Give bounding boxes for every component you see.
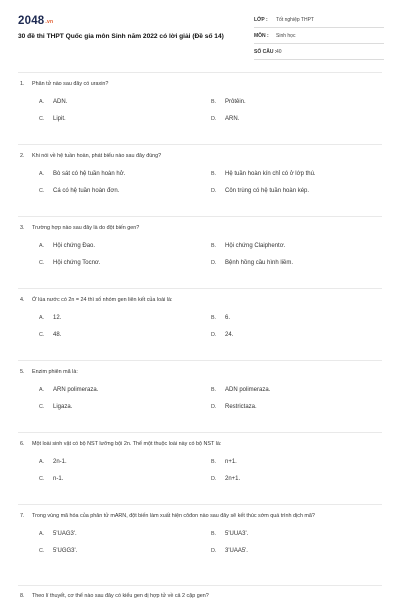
question-text: Enzim phiên mã là: [32,369,78,375]
option-text: 5'UGG3'. [53,548,78,555]
document-title: 30 đề thi THPT Quốc gia môn Sinh năm 2022 có lời giải (Đề số 14) [18,33,224,40]
option-text: Hệ tuần hoàn kín chỉ có ở lớp thú. [225,171,316,178]
option-letter: B. [211,315,217,322]
question-stem [20,152,382,161]
option-text: 24. [225,332,234,339]
option-text: n+1. [225,459,237,466]
divider [18,504,382,505]
option-letter: B. [211,531,217,538]
option-text: ADN. [53,99,68,106]
question-stem [20,440,382,449]
option-d[interactable] [211,188,309,194]
option-letter: A. [39,315,45,322]
option-text: n-1. [53,476,64,483]
options [20,233,382,271]
option-text: Lipit. [53,116,66,123]
divider [18,432,382,433]
question-text: Trường hợp nào sau đây là do đột biến gen? [32,225,140,231]
question-3 [20,224,382,271]
option-a[interactable] [39,171,125,177]
option-letter: D. [211,332,217,339]
meta-row-subject [254,28,384,44]
options [20,161,382,199]
question-number: 7. [20,513,25,519]
question-text: Ở lúa nước có 2n = 24 thì số nhóm gen liên kết của loài là: [32,297,173,303]
option-letter: A. [39,459,45,466]
option-letter: B. [211,387,217,394]
options [20,305,382,343]
question-text: Trong vùng mã hóa của phân tử mARN, đột biến làm xuất hiện côđon nào sau đây sẽ kết thúc sớm quá trình dịch mã? [32,513,315,519]
option-b[interactable] [211,387,270,393]
divider [18,585,382,586]
option-text: ADN polimeraza. [225,387,271,394]
option-text: 48. [53,332,62,339]
option-d[interactable] [211,260,293,266]
divider [18,72,382,73]
question-6 [20,440,382,487]
meta-key: LỚP : [254,17,268,23]
options [20,521,382,559]
option-letter: C. [39,548,45,555]
option-a[interactable] [39,99,67,105]
site-logo[interactable] [18,15,53,27]
option-d[interactable] [211,332,233,338]
question-number: 8. [20,593,25,599]
option-letter: D. [211,548,217,555]
question-text: Phân tử nào sau đây có uraxin? [32,81,109,87]
question-7 [20,512,382,559]
option-text: Ligaza. [53,404,73,411]
question-stem [20,296,382,305]
meta-value: Tốt nghiệp THPT [276,17,314,23]
question-number: 6. [20,441,25,447]
option-a[interactable] [39,459,67,465]
document-header [18,12,384,64]
option-text: Bò sát có hệ tuần hoàn hở. [53,171,126,178]
option-b[interactable] [211,315,230,321]
divider [18,360,382,361]
question-4 [20,296,382,343]
options [20,449,382,487]
divider [18,288,382,289]
option-letter: D. [211,188,217,195]
question-text: Theo lí thuyết, cơ thể nào sau đây có kiểu gen dị hợp tử về cả 2 cặp gen? [32,593,209,599]
question-number: 2. [20,153,25,159]
option-letter: B. [211,99,217,106]
question-number: 3. [20,225,25,231]
option-c[interactable] [39,188,119,194]
exam-meta-table [254,12,384,60]
option-text: Hội chứng Tocnơ. [53,260,101,267]
option-letter: B. [211,459,217,466]
option-text: 5'UUA3'. [225,531,249,538]
option-text: Restrictaza. [225,404,257,411]
meta-key: SỐ CÂU : [254,49,277,55]
option-text: Côn trùng có hệ tuần hoàn kép. [225,188,310,195]
logo-text: 2048 [18,15,45,27]
option-text: 5'UAG3'. [53,531,77,538]
question-1 [20,80,382,127]
question-2 [20,152,382,199]
option-d[interactable] [211,476,240,482]
option-letter: C. [39,476,45,483]
option-letter: D. [211,476,217,483]
option-d[interactable] [211,116,239,122]
option-letter: A. [39,171,45,178]
option-letter: A. [39,99,45,106]
option-letter: C. [39,404,45,411]
option-letter: C. [39,188,45,195]
question-stem [20,512,382,521]
option-d[interactable] [211,548,248,554]
option-letter: D. [211,260,217,267]
question-text: Một loài sinh vật có bộ NST lưỡng bội 2n. Thể một thuộc loài này có bộ NST là: [32,441,222,447]
option-d[interactable] [211,404,257,410]
options [20,89,382,127]
meta-row-class [254,12,384,28]
meta-value: 40 [276,49,282,55]
question-number: 4. [20,297,25,303]
option-a[interactable] [39,315,61,321]
option-a[interactable] [39,531,77,537]
option-b[interactable] [211,171,316,177]
option-text: 2n-1. [53,459,67,466]
option-text: 6. [225,315,231,322]
logo-domain: .vn [45,19,54,25]
option-c[interactable] [39,476,63,482]
option-letter: B. [211,171,217,178]
option-c[interactable] [39,116,66,122]
option-b[interactable] [211,243,285,249]
option-letter: C. [39,332,45,339]
option-letter: D. [211,404,217,411]
question-stem [20,368,382,377]
option-letter: A. [39,531,45,538]
option-text: Bệnh hồng cầu hình liềm. [225,260,294,267]
options [20,377,382,415]
option-text: Hội chứng Đao. [53,243,96,250]
divider [18,216,382,217]
option-letter: A. [39,243,45,250]
option-letter: B. [211,243,217,250]
question-text: Khi nói về hệ tuần hoàn, phát biểu nào sau đây đúng? [32,153,162,159]
option-c[interactable] [39,404,72,410]
option-text: ARN. [225,116,240,123]
divider [18,144,382,145]
option-text: Prôtêin. [225,99,246,106]
question-stem [20,224,382,233]
question-number: 1. [20,81,25,87]
option-text: 12. [53,315,62,322]
option-c[interactable] [39,260,101,266]
option-a[interactable] [39,387,98,393]
option-b[interactable] [211,459,237,465]
option-text: ARN polimeraza. [53,387,99,394]
option-letter: C. [39,116,45,123]
question-number: 5. [20,369,25,375]
option-c[interactable] [39,332,61,338]
question-5 [20,368,382,415]
option-letter: C. [39,260,45,267]
meta-value: Sinh học [276,33,296,39]
meta-key: MÔN : [254,33,269,39]
option-b[interactable] [211,531,248,537]
option-text: 2n+1. [225,476,241,483]
option-text: 3'UAA5'. [225,548,248,555]
option-c[interactable] [39,548,77,554]
meta-row-question-count [254,44,384,60]
option-letter: A. [39,387,45,394]
option-a[interactable] [39,243,95,249]
option-letter: D. [211,116,217,123]
question-stem [20,80,382,89]
option-b[interactable] [211,99,246,105]
option-text: Hội chứng Claiphentơ. [225,243,286,250]
option-text: Cá có hệ tuần hoàn đơn. [53,188,120,195]
